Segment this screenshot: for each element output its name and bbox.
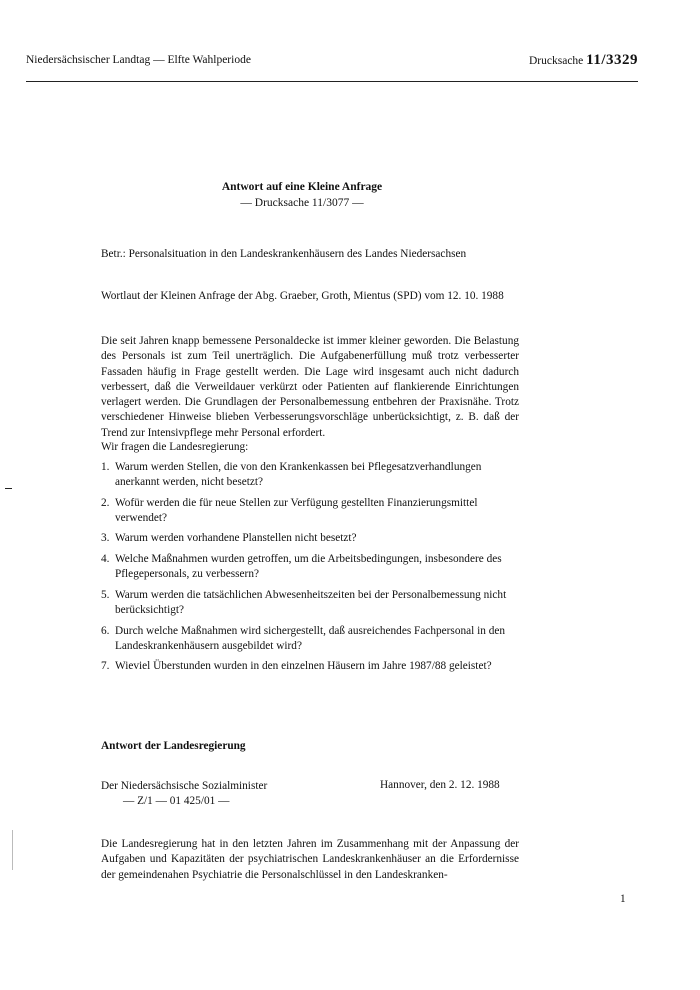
question-text: Warum werden Stellen, die von den Krankenkassen bei Pflegesatzverhandlungen anerkannt werden, nicht besetzt?: [115, 461, 482, 489]
question-number: 5.: [101, 589, 110, 601]
question-item: [101, 496, 521, 527]
document-subtitle: — Drucksache 11/3077 —: [240, 197, 364, 209]
header-publisher: Niedersächsischer Landtag — Elfte Wahlperiode: [26, 54, 251, 66]
document-title: Antwort auf eine Kleine Anfrage: [221, 181, 383, 193]
question-item: [101, 531, 521, 546]
questions-lead: Wir fragen die Landesregierung:: [101, 441, 249, 453]
scan-artifact: [12, 830, 13, 870]
question-text: Warum werden die tatsächlichen Abwesenheitszeiten bei der Personalbemessung nicht berücksichtigt?: [115, 589, 507, 617]
question-number: 3.: [101, 532, 110, 544]
answer-paragraph: Die Landesregierung hat in den letzten Jahren im Zusammenhang mit der Anpassung der Aufgaben und Kapazitäten der psychiatrischen Landeskrankenhäuser an die Erfordernisse der gemeindenahen Psychiatrie die Personalschlüssel in den Landeskranken-: [101, 838, 519, 881]
question-item: [101, 460, 521, 491]
question-text: Warum werden vorhandene Planstellen nicht besetzt?: [115, 532, 357, 544]
reference-number: — Z/1 — 01 425/01 —: [123, 795, 230, 808]
question-text: Wofür werden die für neue Stellen zur Verfügung gestellten Finanzierungsmittel verwendet?: [115, 497, 478, 525]
margin-mark: [5, 488, 12, 489]
question-number: 4.: [101, 553, 110, 565]
question-number: 7.: [101, 660, 110, 672]
header-drucksache-number: 11/3329: [586, 52, 638, 68]
question-item: [101, 659, 541, 674]
header-drucksache: [529, 52, 638, 69]
header-drucksache-label: Drucksache: [529, 55, 584, 67]
question-number: 2.: [101, 497, 110, 509]
question-text: Durch welche Maßnahmen wird sichergestellt, daß ausreichendes Fachpersonal in den Landeskrankenhäusern ausgebildet wird?: [115, 625, 506, 653]
question-item: [101, 624, 521, 655]
minister-block: [101, 779, 267, 810]
question-text: Wieviel Überstunden wurden in den einzelnen Häusern im Jahre 1987/88 geleistet?: [115, 660, 492, 672]
question-item: [101, 552, 521, 583]
header-rule: [26, 81, 638, 82]
inquiry-intro: Wortlaut der Kleinen Anfrage der Abg. Graeber, Groth, Mientus (SPD) vom 12. 10. 1988: [101, 290, 504, 302]
question-number: 1.: [101, 461, 110, 473]
minister-name: Der Niedersächsische Sozialminister: [101, 780, 268, 792]
date-line: Hannover, den 2. 12. 1988: [380, 779, 500, 791]
question-text: Welche Maßnahmen wurden getroffen, um die Arbeitsbedingungen, insbesondere des Pflegepersonals, zu verbessern?: [115, 553, 502, 581]
question-number: 6.: [101, 625, 110, 637]
question-item: [101, 588, 521, 619]
inquiry-paragraph: Die seit Jahren knapp bemessene Personaldecke ist immer kleiner geworden. Die Belastung des Personals ist zum Teil unerträglich. Die Aufgabenerfüllung muß trotz verbesserter Fassaden häufig in Frage gestellt werden. Die Lage wird insgesamt auch nicht dadurch verbessert, daß die Verweildauer verkürzt oder Patienten auf flankierende Einrichtungen verlagert werden. Die Grundlagen der Personalbemessung entbehren der Praxisnähe. Trotz verschiedener Hinweise blieben Verbesserungsvorschläge unberücksichtigt, z. B. daß der Trend zur Intensivpflege mehr Personal erfordert.: [101, 335, 519, 439]
answer-heading: Antwort der Landesregierung: [101, 740, 246, 752]
page-number: 1: [620, 893, 626, 905]
subject-line: Betr.: Personalsituation in den Landeskrankenhäusern des Landes Niedersachsen: [101, 248, 467, 260]
